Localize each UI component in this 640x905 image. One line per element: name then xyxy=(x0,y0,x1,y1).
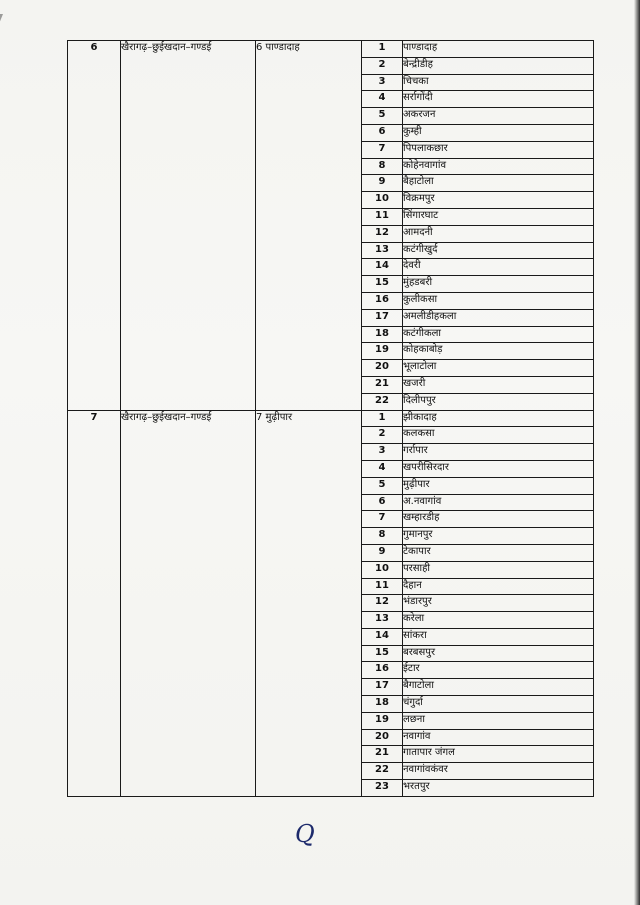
village-number: 14 xyxy=(362,259,403,276)
village-name: गुमानपुर xyxy=(403,528,594,545)
village-name: आमदनी xyxy=(403,225,594,242)
village-name: मुढ़ीपार xyxy=(403,477,594,494)
village-cluster-table xyxy=(67,40,594,797)
village-name: पिपलाकछार xyxy=(403,141,594,158)
village-name: बरबसपुर xyxy=(403,645,594,662)
table-row xyxy=(68,410,594,427)
village-name: दिलीपपुर xyxy=(403,393,594,410)
village-name: खपरीसिरदार xyxy=(403,460,594,477)
village-number: 22 xyxy=(362,763,403,780)
village-number: 3 xyxy=(362,74,403,91)
village-number: 5 xyxy=(362,108,403,125)
village-name: सिंगारघाट xyxy=(403,208,594,225)
village-name: लछना xyxy=(403,712,594,729)
village-name: बैहाटोला xyxy=(403,175,594,192)
village-name: कुम्ही xyxy=(403,124,594,141)
village-number: 2 xyxy=(362,57,403,74)
village-number: 4 xyxy=(362,460,403,477)
village-number: 15 xyxy=(362,645,403,662)
village-number: 19 xyxy=(362,712,403,729)
village-number: 17 xyxy=(362,309,403,326)
village-name: दैहान xyxy=(403,578,594,595)
group-serial: 7 xyxy=(68,410,121,796)
village-number: 1 xyxy=(362,41,403,58)
village-number: 12 xyxy=(362,595,403,612)
village-name: अ.नवागांव xyxy=(403,494,594,511)
village-number: 19 xyxy=(362,343,403,360)
village-name: सर्रागोंदी xyxy=(403,91,594,108)
village-number: 16 xyxy=(362,292,403,309)
village-number: 15 xyxy=(362,276,403,293)
village-name: झीकादाह xyxy=(403,410,594,427)
group-serial: 6 xyxy=(68,41,121,411)
village-number: 11 xyxy=(362,578,403,595)
village-number: 6 xyxy=(362,124,403,141)
village-name: अकरजन xyxy=(403,108,594,125)
village-name: गातापार जंगल xyxy=(403,746,594,763)
village-number: 13 xyxy=(362,242,403,259)
village-name: करेला xyxy=(403,612,594,629)
village-number: 21 xyxy=(362,376,403,393)
village-number: 11 xyxy=(362,208,403,225)
village-number: 9 xyxy=(362,175,403,192)
village-number: 7 xyxy=(362,511,403,528)
village-number: 20 xyxy=(362,360,403,377)
handwritten-signature: Q xyxy=(295,820,315,848)
block-name: खैरागढ़–छुईखदान–गण्डई xyxy=(121,410,256,796)
village-number: 3 xyxy=(362,444,403,461)
table-row xyxy=(68,41,594,58)
village-number: 8 xyxy=(362,158,403,175)
village-name: विक्रमपुर xyxy=(403,192,594,209)
village-name: कटंगीकला xyxy=(403,326,594,343)
cluster-name: 6 पाण्डादाह xyxy=(256,41,362,411)
village-name: कटंगीखुर्द xyxy=(403,242,594,259)
village-name: कोहकाबोड़ xyxy=(403,343,594,360)
village-number: 5 xyxy=(362,477,403,494)
block-name: खैरागढ़–छुईखदान–गण्डई xyxy=(121,41,256,411)
village-number: 8 xyxy=(362,528,403,545)
village-name: परसाही xyxy=(403,561,594,578)
village-name: भंडारपुर xyxy=(403,595,594,612)
village-number: 17 xyxy=(362,679,403,696)
village-name: अमलीडीहकला xyxy=(403,309,594,326)
village-number: 12 xyxy=(362,225,403,242)
village-number: 10 xyxy=(362,561,403,578)
village-number: 22 xyxy=(362,393,403,410)
village-name: देवरी xyxy=(403,259,594,276)
village-name: सांकरा xyxy=(403,628,594,645)
village-name: भूलाटोला xyxy=(403,360,594,377)
village-name: गर्रापार xyxy=(403,444,594,461)
village-number: 20 xyxy=(362,729,403,746)
village-number: 9 xyxy=(362,544,403,561)
village-name: कलकसा xyxy=(403,427,594,444)
village-name: नवागांवकंवर xyxy=(403,763,594,780)
village-number: 16 xyxy=(362,662,403,679)
village-name: बेन्द्रीडीह xyxy=(403,57,594,74)
village-name: कोहेनवागांव xyxy=(403,158,594,175)
village-number: 10 xyxy=(362,192,403,209)
cluster-name: 7 मुढ़ीपार xyxy=(256,410,362,796)
page-crease xyxy=(0,14,63,124)
village-name: खम्हारडीह xyxy=(403,511,594,528)
village-name: भरतपुर xyxy=(403,780,594,797)
village-name: खजरी xyxy=(403,376,594,393)
village-number: 14 xyxy=(362,628,403,645)
village-name: बैगाटोला xyxy=(403,679,594,696)
village-number: 21 xyxy=(362,746,403,763)
village-name: मुंहडबरी xyxy=(403,276,594,293)
village-name: टेकापार xyxy=(403,544,594,561)
village-number: 1 xyxy=(362,410,403,427)
village-number: 23 xyxy=(362,780,403,797)
village-name: चिचका xyxy=(403,74,594,91)
village-name: पाण्डादाह xyxy=(403,41,594,58)
village-number: 4 xyxy=(362,91,403,108)
village-name: नवागांव xyxy=(403,729,594,746)
village-number: 18 xyxy=(362,326,403,343)
village-name: कुलीकसा xyxy=(403,292,594,309)
village-number: 7 xyxy=(362,141,403,158)
village-name: चंगुर्दा xyxy=(403,696,594,713)
village-number: 6 xyxy=(362,494,403,511)
village-number: 13 xyxy=(362,612,403,629)
village-number: 2 xyxy=(362,427,403,444)
village-name: ईटार xyxy=(403,662,594,679)
village-number: 18 xyxy=(362,696,403,713)
page-edge-shadow xyxy=(634,0,640,905)
